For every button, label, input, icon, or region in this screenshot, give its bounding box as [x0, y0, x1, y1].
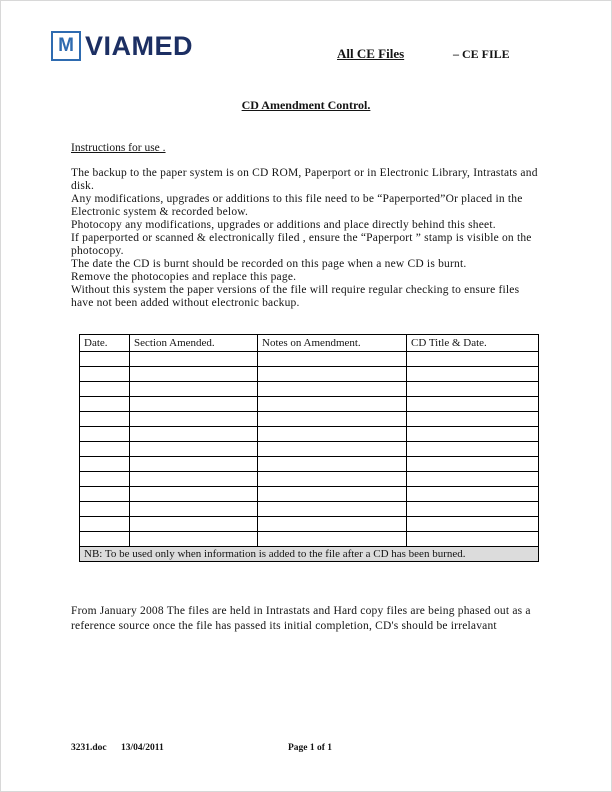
- table-empty-cell: [130, 457, 258, 472]
- table-empty-cell: [80, 442, 130, 457]
- table-empty-cell: [258, 457, 407, 472]
- footer-page-number: Page 1 of 1: [288, 743, 333, 753]
- table-empty-cell: [407, 412, 539, 427]
- table-note: NB: To be used only when information is added to the file after a CD has been burned.: [80, 547, 539, 562]
- table-empty-cell: [407, 367, 539, 382]
- table-empty-cell: [407, 457, 539, 472]
- table-empty-cell: [407, 517, 539, 532]
- table-empty-cell: [258, 412, 407, 427]
- paragraph: Any modifications, upgrades or additions to this file need to be “Paperported”Or placed in the Electronic system & recorded below.: [71, 193, 523, 218]
- table-empty-cell: [258, 352, 407, 367]
- table-empty-row: [80, 472, 539, 487]
- table-empty-row: [80, 367, 539, 382]
- table-note-row: [80, 547, 539, 562]
- table-header-cell: CD Title & Date.: [407, 335, 539, 352]
- table-empty-cell: [130, 427, 258, 442]
- table-header-cell: Date.: [80, 335, 130, 352]
- table-empty-row: [80, 517, 539, 532]
- table-empty-row: [80, 412, 539, 427]
- table-header-cell: Section Amended.: [130, 335, 258, 352]
- instructions-paragraphs: [71, 167, 541, 310]
- page-title: CD Amendment Control.: [241, 98, 371, 112]
- table-empty-cell: [80, 352, 130, 367]
- table-empty-cell: [407, 472, 539, 487]
- table-empty-cell: [130, 472, 258, 487]
- table-empty-cell: [407, 487, 539, 502]
- instructions-heading: Instructions for use .: [71, 142, 166, 154]
- table-empty-cell: [80, 502, 130, 517]
- table-empty-cell: [407, 502, 539, 517]
- viamed-logo-icon: [51, 31, 81, 61]
- table-empty-row: [80, 457, 539, 472]
- table-empty-cell: [80, 472, 130, 487]
- header-file-label: – CE FILE: [453, 47, 510, 61]
- table-empty-row: [80, 442, 539, 457]
- table-empty-row: [80, 352, 539, 367]
- table-empty-cell: [130, 382, 258, 397]
- table-header-cell: Notes on Amendment.: [258, 335, 407, 352]
- table-empty-cell: [258, 517, 407, 532]
- table-empty-cell: [258, 442, 407, 457]
- table-empty-cell: [130, 397, 258, 412]
- table-empty-row: [80, 397, 539, 412]
- table-empty-cell: [80, 397, 130, 412]
- paragraph: The date the CD is burnt should be recorded on this page when a new CD is burnt.: [71, 258, 467, 270]
- paragraph: Photocopy any modifications, upgrades or additions and place directly behind this sheet.: [71, 219, 496, 231]
- table-empty-cell: [407, 427, 539, 442]
- closing-paragraph: From January 2008 The files are held in Intrastats and Hard copy files are being phased out as a reference source once the file has passed its initial completion, CD's should be irrelavant: [71, 605, 531, 632]
- footer-doc-name: 3231.doc: [71, 743, 107, 753]
- table-empty-cell: [80, 382, 130, 397]
- table-empty-cell: [80, 412, 130, 427]
- table-empty-cell: [130, 502, 258, 517]
- table-empty-cell: [130, 367, 258, 382]
- table-empty-cell: [130, 517, 258, 532]
- table-empty-cell: [258, 472, 407, 487]
- table-empty-row: [80, 382, 539, 397]
- table-empty-cell: [130, 412, 258, 427]
- paragraph: The backup to the paper system is on CD ROM, Paperport or in Electronic Library, Intrastats and disk.: [71, 167, 538, 192]
- table-empty-cell: [258, 367, 407, 382]
- header-file-title: All CE Files: [337, 46, 405, 61]
- viamed-logo-letter: M: [58, 35, 74, 56]
- viamed-logo: [51, 31, 193, 61]
- table-empty-cell: [258, 397, 407, 412]
- table-empty-cell: [130, 487, 258, 502]
- document-header: [1, 1, 611, 73]
- table-empty-cell: [258, 487, 407, 502]
- amendment-table: [79, 334, 539, 562]
- table-empty-cell: [80, 487, 130, 502]
- table-empty-cell: [407, 352, 539, 367]
- table-empty-cell: [258, 532, 407, 547]
- table-empty-cell: [407, 397, 539, 412]
- paragraph: Without this system the paper versions of the file will require regular checking to ensure files have not been added without electronic backup.: [71, 284, 520, 309]
- table-empty-row: [80, 487, 539, 502]
- table-empty-cell: [80, 532, 130, 547]
- footer-date: 13/04/2011: [121, 743, 164, 753]
- table-empty-row: [80, 502, 539, 517]
- table-header-row: [80, 335, 539, 352]
- table-empty-cell: [80, 427, 130, 442]
- table-empty-cell: [130, 442, 258, 457]
- table-empty-cell: [407, 382, 539, 397]
- table-empty-cell: [258, 382, 407, 397]
- table-empty-row: [80, 427, 539, 442]
- table-empty-cell: [130, 352, 258, 367]
- table-empty-cell: [407, 442, 539, 457]
- table-empty-cell: [130, 532, 258, 547]
- table-empty-row: [80, 532, 539, 547]
- paragraph: If paperported or scanned & electronically filed , ensure the “Paperport ” stamp is visible on the photocopy.: [71, 232, 532, 257]
- paragraph: Remove the photocopies and replace this page.: [71, 271, 297, 283]
- table-empty-cell: [258, 502, 407, 517]
- table-empty-cell: [407, 532, 539, 547]
- table-empty-cell: [80, 367, 130, 382]
- viamed-logo-text: VIAMED: [85, 30, 194, 61]
- table-empty-cell: [80, 517, 130, 532]
- table-empty-cell: [258, 427, 407, 442]
- table-empty-cell: [80, 457, 130, 472]
- document-footer: [1, 743, 611, 759]
